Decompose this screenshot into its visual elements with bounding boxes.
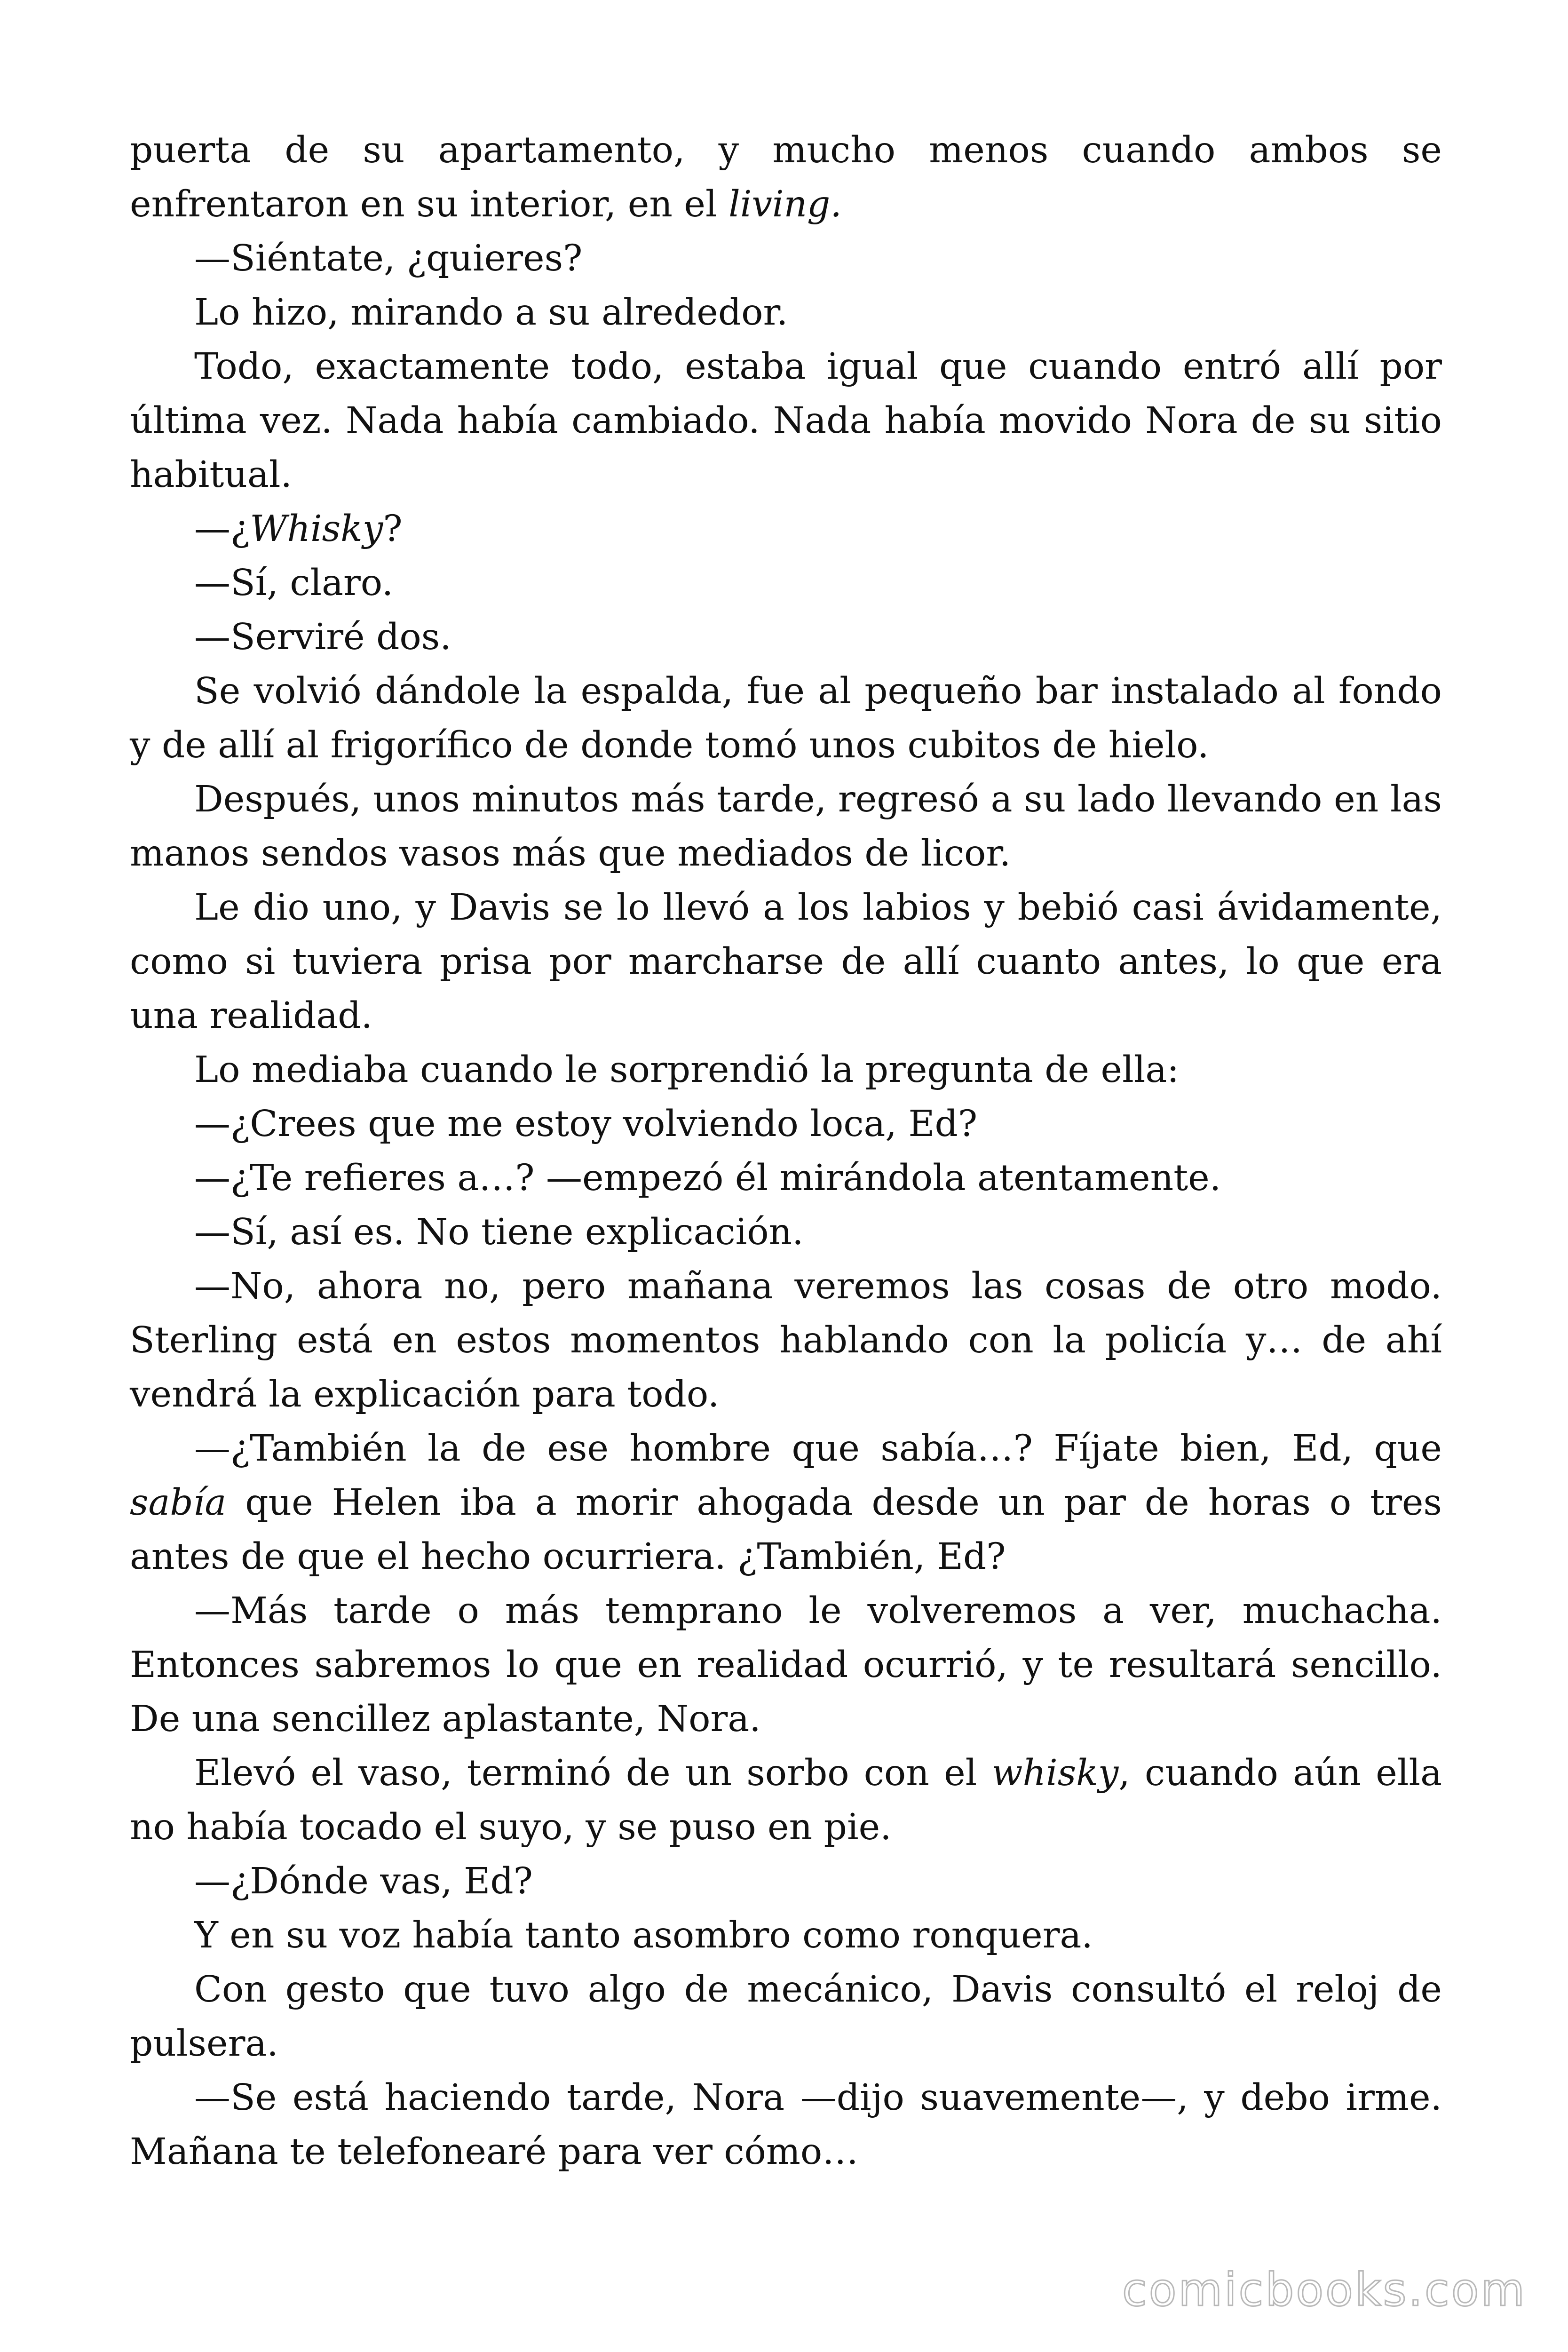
italic-text: living. <box>729 183 842 225</box>
text-run: Elevó el vaso, terminó de un sorbo con el <box>194 1752 992 1794</box>
paragraph <box>130 123 1442 231</box>
text-run: puerta de su apartamento, y mucho menos cuando ambos se enfrentaron en su interior, en el <box>130 129 1442 225</box>
paragraph <box>130 1746 1442 1854</box>
text-run: —Se está haciendo tarde, Nora —dijo suavemente—, y debo irme. Mañana te telefonearé para ver cómo… <box>130 2077 1442 2173</box>
text-run: Se volvió dándole la espalda, fue al pequeño bar instalado al fondo y de allí al frigorífico de donde tomó unos cubitos de hielo. <box>130 670 1442 766</box>
paragraph <box>130 1584 1442 1746</box>
text-run: —Sí, así es. No tiene explicación. <box>194 1211 804 1253</box>
text-run: Lo hizo, mirando a su alrededor. <box>194 292 788 334</box>
text-run: Y en su voz había tanto asombro como ronquera. <box>194 1915 1093 1956</box>
italic-text: Whisky <box>250 508 383 550</box>
text-run: Con gesto que tuvo algo de mecánico, Davis consultó el reloj de pulsera. <box>130 1969 1442 2065</box>
paragraph <box>130 1043 1442 1097</box>
paragraph <box>130 1422 1442 1584</box>
paragraph <box>130 1205 1442 1259</box>
text-run: Todo, exactamente todo, estaba igual que cuando entró allí por última vez. Nada había cambiado. Nada había movido Nora de su sitio habitual. <box>130 346 1442 496</box>
text-run: ? <box>383 508 403 550</box>
text-run: —Más tarde o más temprano le volveremos a ver, muchacha. Entonces sabremos lo que en realidad ocurrió, y te resultará sencillo. De una sencillez aplastante, Nora. <box>130 1590 1442 1740</box>
paragraph <box>130 1151 1442 1205</box>
text-run: —Sí, claro. <box>194 562 394 604</box>
paragraph <box>130 610 1442 664</box>
text-run: —¿Crees que me estoy volviendo loca, Ed? <box>194 1103 978 1145</box>
paragraph <box>130 556 1442 610</box>
text-run: Después, unos minutos más tarde, regresó a su lado llevando en las manos sendos vasos más que mediados de licor. <box>130 779 1442 874</box>
paragraph <box>130 502 1442 556</box>
paragraph <box>130 1097 1442 1151</box>
paragraph <box>130 340 1442 502</box>
paragraph <box>130 286 1442 340</box>
text-run: que Helen iba a morir ahogada desde un par de horas o tres antes de que el hecho ocurriera. ¿También, Ed? <box>130 1482 1442 1578</box>
paragraph <box>130 2071 1442 2179</box>
italic-text: whisky <box>991 1752 1119 1794</box>
text-run: —Serviré dos. <box>194 616 451 658</box>
paragraph <box>130 881 1442 1043</box>
text-run: —No, ahora no, pero mañana veremos las cosas de otro modo. Sterling está en estos momentos hablando con la policía y… de ahí vendrá la explicación para todo. <box>130 1265 1442 1415</box>
text-run: , cuando aún ella no había tocado el suyo, y se puso en pie. <box>130 1752 1442 1848</box>
text-run: —Siéntate, ¿quieres? <box>194 238 583 279</box>
text-run: Lo mediaba cuando le sorprendió la pregunta de ella: <box>194 1049 1180 1091</box>
paragraph <box>130 1259 1442 1422</box>
page-body <box>130 123 1442 2179</box>
paragraph <box>130 1854 1442 1908</box>
text-run: —¿ <box>194 508 250 550</box>
italic-text: sabía <box>130 1482 227 1524</box>
text-run: —¿Te refieres a…? —empezó él mirándola atentamente. <box>194 1157 1221 1199</box>
paragraph <box>130 1908 1442 1963</box>
text-run: Le dio uno, y Davis se lo llevó a los labios y bebió casi ávidamente, como si tuviera prisa por marcharse de allí cuanto antes, lo que era una realidad. <box>130 887 1442 1037</box>
watermark: comicbooks.com <box>1122 2264 1527 2316</box>
paragraph <box>130 231 1442 286</box>
paragraph <box>130 664 1442 772</box>
paragraph <box>130 772 1442 881</box>
text-run: —¿Dónde vas, Ed? <box>194 1860 533 1902</box>
paragraph <box>130 1963 1442 2071</box>
text-run: —¿También la de ese hombre que sabía…? Fíjate bien, Ed, que <box>194 1428 1442 1470</box>
